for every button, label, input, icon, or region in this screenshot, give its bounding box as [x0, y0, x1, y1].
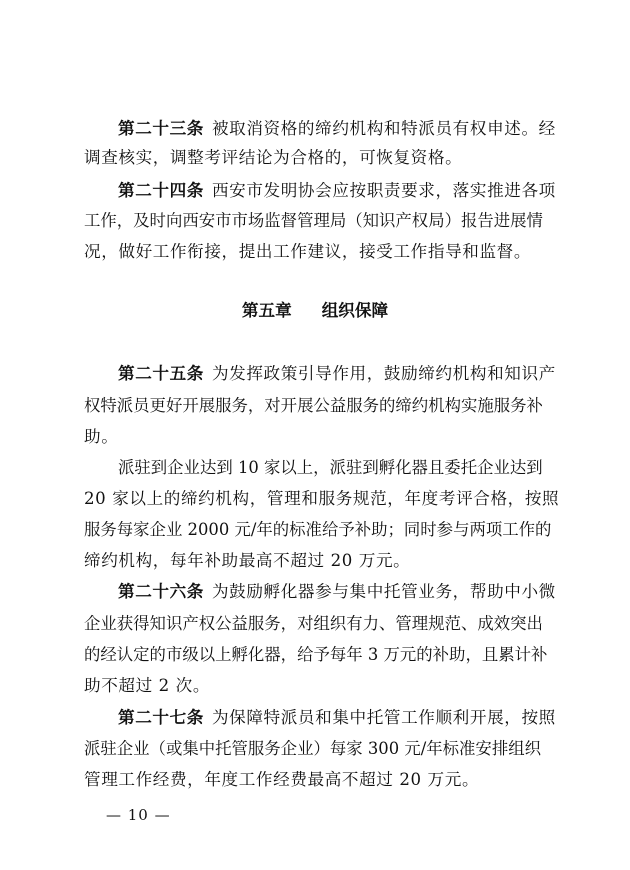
article-24-line-1	[84, 179, 558, 203]
article-25-p2-line-4: 缔约机构，每年补助最高不超过 20 万元。	[84, 551, 411, 570]
article-27-text-1: 为保障特派员和集中托管工作顺利开展，按照	[211, 708, 556, 727]
chapter-heading	[0, 299, 630, 323]
article-24-line-3: 况，做好工作衔接，提出工作建议，接受工作指导和监督。	[84, 242, 532, 261]
article-27-line-3: 管理工作经费，年度工作经费最高不超过 20 万元。	[84, 770, 480, 789]
article-25-text-1: 为发挥政策引导作用，鼓励缔约机构和知识产	[211, 364, 556, 383]
article-27-heading: 第二十七条	[118, 708, 204, 727]
article-26-line-3: 的经认定的市级以上孵化器，给予每年 3 万元的补助，且累计补	[84, 645, 548, 664]
article-23-line-2: 调查核实，调整考评结论为合格的，可恢复资格。	[84, 148, 463, 167]
article-25-p2-line-2: 20 家以上的缔约机构，管理和服务规范，年度考评合格，按照	[84, 489, 560, 508]
article-26-line-4: 助不超过 2 次。	[84, 676, 211, 695]
article-26-line-1	[84, 580, 558, 604]
article-24-text-1: 西安市发明协会应按职责要求，落实推进各项	[211, 181, 556, 200]
chapter-title: 组织保障	[321, 301, 389, 320]
article-26-text-1: 为鼓励孵化器参与集中托管业务，帮助中小微	[211, 582, 556, 601]
article-23-line-1	[84, 117, 558, 141]
article-25-line-3: 助。	[84, 427, 119, 446]
article-25-p2-line-3: 服务每家企业 2000 元/年的标准给予补助；同时参与两项工作的	[84, 520, 552, 539]
article-25-heading: 第二十五条	[118, 364, 204, 383]
page-number: — 10 —	[106, 806, 171, 824]
article-26-heading: 第二十六条	[118, 582, 204, 601]
article-25-p2-line-1: 派驻到企业达到 10 家以上，派驻到孵化器且委托企业达到	[118, 458, 543, 477]
article-23-text-1: 被取消资格的缔约机构和特派员有权申述。经	[211, 119, 556, 138]
chapter-number: 第五章	[241, 301, 292, 320]
article-23-heading: 第二十三条	[118, 119, 204, 138]
article-27-line-1	[84, 706, 558, 730]
article-27-line-2: 派驻企业（或集中托管服务企业）每家 300 元/年标准安排组织	[84, 739, 541, 758]
article-25-line-1	[84, 362, 558, 386]
article-24-line-2: 工作，及时向西安市市场监督管理局（知识产权局）报告进展情	[84, 211, 543, 230]
article-24-heading: 第二十四条	[118, 181, 204, 200]
article-26-line-2: 企业获得知识产权公益服务，对组织有力、管理规范、成效突出	[84, 614, 543, 633]
article-25-line-2: 权特派员更好开展服务，对开展公益服务的缔约机构实施服务补	[84, 396, 543, 415]
